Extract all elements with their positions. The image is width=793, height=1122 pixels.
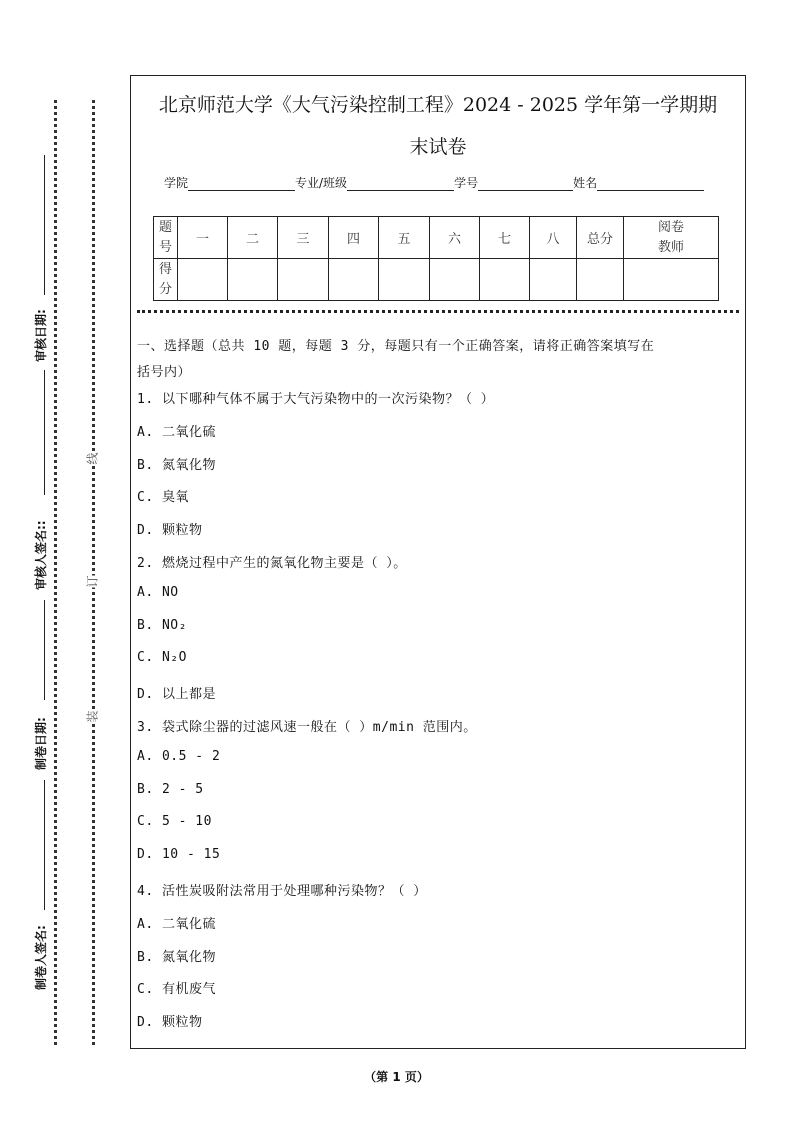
question-option: C. 臭氧 <box>137 490 189 506</box>
question-option: B. NO₂ <box>137 617 187 633</box>
col-header: 八 <box>530 217 577 259</box>
col-header: 四 <box>329 217 379 259</box>
question-option: B. 氮氧化物 <box>137 949 216 965</box>
question-option: C. 5 - 10 <box>137 814 212 830</box>
col-header: 五 <box>379 217 430 259</box>
reviewer-sign-line <box>44 370 45 495</box>
row-label-score: 得 分 <box>154 259 178 301</box>
bind-mark-bind: 装 <box>85 710 100 723</box>
question: 1. 以下哪种气体不属于大气污染物中的一次污染物？（ ） <box>137 392 495 407</box>
score-cell[interactable] <box>430 259 480 301</box>
bind-mark-staple: 订 <box>85 575 100 588</box>
question: 2. 燃烧过程中产生的氮氧化物主要是（ ）。 <box>137 556 407 571</box>
question-option: A. NO <box>137 584 179 600</box>
section-heading: 一、选择题（总共 10 题，每题 3 分，每题只有一个正确答案，请将正确答案填写在 <box>137 339 655 354</box>
make-date-label: 制卷日期: <box>34 717 48 770</box>
score-cell[interactable] <box>480 259 530 301</box>
binding-line-inner <box>92 100 95 1045</box>
bind-mark-line: 线 <box>85 452 100 465</box>
question-option: C. 有机废气 <box>137 982 216 998</box>
question: 3. 袋式除尘器的过滤风速一般在（ ）m/min 范围内。 <box>137 720 477 735</box>
question-option: D. 颗粒物 <box>137 523 203 539</box>
score-cell[interactable] <box>577 259 624 301</box>
question-option: B. 氮氧化物 <box>137 457 216 473</box>
question-option: C. N₂O <box>137 650 187 666</box>
question-option: A. 0.5 - 2 <box>137 748 221 764</box>
make-date-line <box>44 600 45 700</box>
reviewer-sign-label: 审核人签名:: <box>34 520 48 590</box>
col-header-reviewer: 阅卷 教师 <box>624 217 719 259</box>
question: 4. 活性炭吸附法常用于处理哪种污染物？（ ） <box>137 884 427 899</box>
college-field[interactable] <box>188 178 295 191</box>
page-number: （第 1 页） <box>364 1070 429 1084</box>
maker-sign-label: 制卷人签名: <box>34 925 48 990</box>
exam-title: 北京师范大学《大气污染控制工程》2024 - 2025 学年第一学期期 <box>158 94 718 116</box>
score-cell[interactable] <box>329 259 379 301</box>
student-id-field[interactable] <box>478 178 573 191</box>
score-cell[interactable] <box>530 259 577 301</box>
college-label: 学院 <box>164 176 189 190</box>
maker-sign-line <box>44 780 45 910</box>
student-info <box>164 174 704 191</box>
question-option: D. 以上都是 <box>137 687 216 703</box>
section-heading-cont: 括号内） <box>137 365 192 380</box>
score-cell[interactable] <box>228 259 278 301</box>
review-date-label: 审核日期: <box>34 309 48 362</box>
question-option: A. 二氧化硫 <box>137 424 216 440</box>
major-field[interactable] <box>347 178 454 191</box>
question-option: D. 颗粒物 <box>137 1015 203 1031</box>
binding-line-outer <box>54 100 57 1045</box>
score-cell[interactable] <box>379 259 430 301</box>
score-cell[interactable] <box>278 259 329 301</box>
student-id-label: 学号 <box>454 176 479 190</box>
col-header: 三 <box>278 217 329 259</box>
divider <box>137 310 739 313</box>
col-header: 一 <box>178 217 228 259</box>
score-table <box>153 216 719 301</box>
col-header-total: 总分 <box>577 217 624 259</box>
major-label: 专业/班级 <box>295 176 348 190</box>
score-cell[interactable] <box>624 259 719 301</box>
name-label: 姓名 <box>573 176 598 190</box>
col-header: 七 <box>480 217 530 259</box>
exam-title-cont: 末试卷 <box>409 136 467 158</box>
question-option: D. 10 - 15 <box>137 847 221 863</box>
question-option: B. 2 - 5 <box>137 781 204 797</box>
col-header: 二 <box>228 217 278 259</box>
review-date-line <box>44 155 45 295</box>
exam-page <box>130 75 746 1049</box>
score-cell[interactable] <box>178 259 228 301</box>
col-header: 六 <box>430 217 480 259</box>
row-label-question: 题 号 <box>154 217 178 259</box>
name-field[interactable] <box>597 178 704 191</box>
question-option: A. 二氧化硫 <box>137 916 216 932</box>
